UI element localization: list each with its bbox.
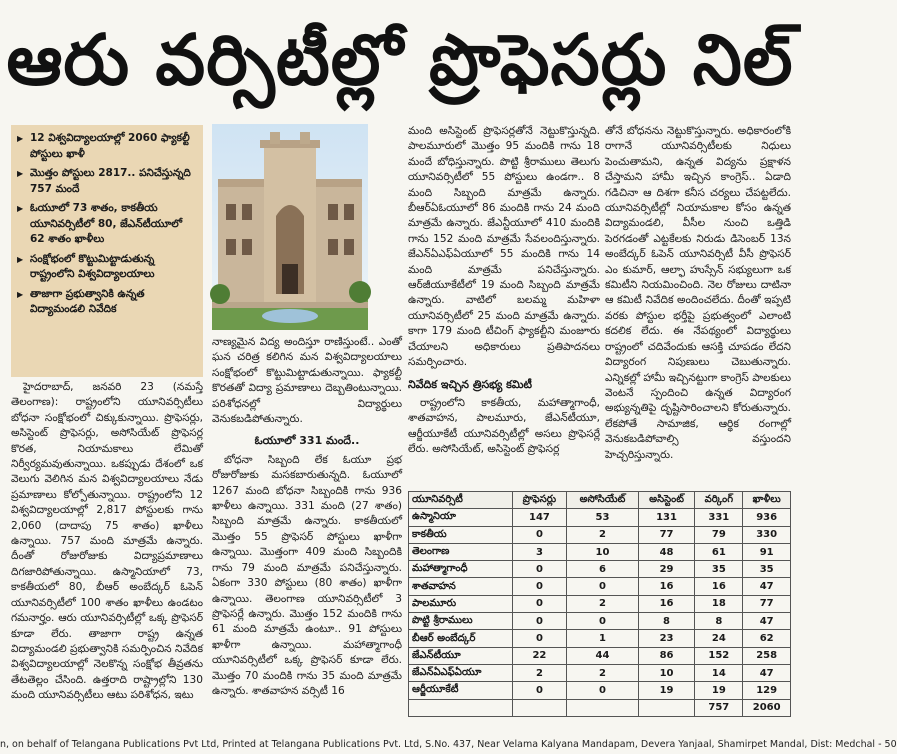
table-header-cell: యూనివర్సిటీ xyxy=(409,492,513,509)
table-cell: 14 xyxy=(695,664,743,681)
table-cell: 77 xyxy=(743,595,791,612)
table-cell: 757 xyxy=(695,699,743,716)
highlight-item: ▶ తాజాగా ప్రభుత్వానికి ఉన్నత విద్యామండలి నివేదిక xyxy=(17,287,197,318)
table-header-cell: అసోసియేట్ xyxy=(567,492,638,509)
table-cell: 10 xyxy=(638,664,695,681)
publisher-footer: n, on behalf of Telangana Publications Pvt Ltd, Printed at Telangana Publications Pvt. Ltd, S.No. 437, Near Velama Kalyana Mandapam, Devera Yanjaal, Shamirpet Mandal, Dist: Medchal - 50 xyxy=(0,739,897,750)
table-cell: 2 xyxy=(567,595,638,612)
table-cell: 24 xyxy=(695,630,743,647)
table-cell: 2 xyxy=(567,664,638,681)
university-building-photo xyxy=(212,124,368,330)
table-cell: ఆర్జీయూకేటీ xyxy=(409,682,513,699)
table-cell: శాతవాహన xyxy=(409,578,513,595)
table-cell: మహాత్మాగాంధీ xyxy=(409,561,513,578)
table-cell: 0 xyxy=(567,613,638,630)
table-cell: 0 xyxy=(512,578,567,595)
table-cell: 61 xyxy=(695,543,743,560)
table-cell: 0 xyxy=(512,561,567,578)
column-4 xyxy=(605,124,791,488)
col2-paragraph-1: నాణ్యమైన విద్య అందిస్తూ రాణిస్తుంటే.. ఎంతో ఘన చరిత్ర కలిగిన మన విశ్వవిద్యాలయాలు సంక్షోభంలో కొట్టుమిట్టాడుతున్నాయి. ఫ్యాకల్టీ కొరతతో విద్యా ప్రమాణాలు దెబ్బతింటున్నాయి. పరిశోధనల్లో విద్యార్థులు వెనుకబడిపోతున్నారు. xyxy=(212,336,402,426)
table-cell: 10 xyxy=(567,543,638,560)
table-cell: తెలంగాణ xyxy=(409,543,513,560)
table-cell: 53 xyxy=(567,509,638,526)
table-cell: 1 xyxy=(567,630,638,647)
table-cell: 0 xyxy=(512,613,567,630)
table-cell: 86 xyxy=(638,647,695,664)
table-cell: 47 xyxy=(743,578,791,595)
table-total-row xyxy=(409,699,791,716)
table-cell: 152 xyxy=(695,647,743,664)
table-cell: 0 xyxy=(567,682,638,699)
table-cell: 0 xyxy=(512,630,567,647)
table-cell: 77 xyxy=(638,526,695,543)
highlight-item: ▶ ఓయూలో 73 శాతం, కాకతీయ యూనివర్సిటీలో 80, జేఎన్‌టీయూలో 62 శాతం ఖాళీలు xyxy=(17,201,197,248)
headline: ఆరు వర్సిటీల్లో ప్రొఫెసర్లు నిల్ xyxy=(6,19,794,101)
table-cell: 23 xyxy=(638,630,695,647)
highlight-item: ▶ సంక్షోభంలో కొట్టుమిట్టాడుతున్న రాష్ట్రంలోని విశ్వవిద్యాలయాలు xyxy=(17,252,197,283)
table-cell: 35 xyxy=(743,561,791,578)
table-header-cell: ప్రొఫెసర్లు xyxy=(512,492,567,509)
table-cell: 258 xyxy=(743,647,791,664)
table-row xyxy=(409,578,791,595)
table-cell xyxy=(567,699,638,716)
table-cell: ఉస్మానియా xyxy=(409,509,513,526)
table-cell: 16 xyxy=(638,578,695,595)
table-row xyxy=(409,682,791,699)
table-cell: జేఎన్ఏఎఫ్‌ఏయూ xyxy=(409,664,513,681)
table-cell xyxy=(512,699,567,716)
table-cell: 0 xyxy=(512,595,567,612)
table-cell: 18 xyxy=(695,595,743,612)
table-cell: 2060 xyxy=(743,699,791,716)
table-cell: 0 xyxy=(512,682,567,699)
committee-subheading: నివేదిక ఇచ్చిన త్రిసభ్య కమిటీ xyxy=(408,377,533,391)
table-row xyxy=(409,595,791,612)
table-row xyxy=(409,543,791,560)
table-cell: 19 xyxy=(695,682,743,699)
table-row xyxy=(409,664,791,681)
table-cell: 35 xyxy=(695,561,743,578)
table-cell: 0 xyxy=(512,526,567,543)
table-header-cell: ఖాళీలు xyxy=(743,492,791,509)
table-cell: 91 xyxy=(743,543,791,560)
table-cell: 936 xyxy=(743,509,791,526)
table-cell: 330 xyxy=(743,526,791,543)
table-header-cell: అసిస్టెంట్ xyxy=(638,492,695,509)
col2-paragraph-2: బోధనా సిబ్బంది లేక ఓయూ ప్రభ రోజురోజుకు మసకబారుతున్నది. ఓయూలో 1267 మంది బోధనా సిబ్బందికి గాను 936 ఖాళీలు ఉన్నాయి. 331 మంది (27 శాతం) సిబ్బంది మాత్రమే ఉన్నారు. కాకతీయలో మొత్తం 55 ప్రొఫెసర్ పోస్టులు ఖాళీగా ఉన్నాయి. మొత్తంగా 409 మంది సిబ్బందికి గాను 79 మంది మాత్రమే పనిచేస్తున్నారు. ఏకంగా 330 పోస్టులు (80 శాతం) ఖాళీగా ఉన్నాయి. తెలంగాణ యూనివర్సిటీలో 3 ప్రొఫెసర్లే ఉన్నారు. మొత్తం 152 మందికి గాను 61 మంది మాత్రమే ఉంటూ.. 91 పోస్టులు ఖాళీగా ఉన్నాయి. మహాత్మాగాంధీ యూనివర్సిటీలో ఒక్క ప్రొఫెసర్ కూడా లేరు. మొత్తం 70 మందికి గాను 35 మంది మాత్రమే ఉన్నారు. శాతవాహన వర్సిటీ 16 xyxy=(212,453,402,697)
table-cell: పొట్టి శ్రీరాములు xyxy=(409,613,513,630)
table-cell: 3 xyxy=(512,543,567,560)
table-header-row xyxy=(409,492,791,509)
col3-paragraph-1: మంది అసిస్టెంట్ ప్రొఫెసర్లతోనే నెట్టుకొస్తున్నది. పాలమూరులో మొత్తం 95 మందికి గాను 18 మందే బోధిస్తున్నారు. పొట్టి శ్రీరాములు తెలుగు యూనివర్సిటీలో 55 పోస్టులు ఉండగా.. 8 మంది సిబ్బంది మాత్రమే ఉన్నారు. బీఆర్‌ఏఓయూలో 86 మందికి గాను 24 మంది మాత్రమే ఉన్నారు. జేఎన్టీయూలో 410 మందికి గాను 152 మంది మాత్రమే సేవలందిస్తున్నారు. జేఎన్ఏఎఫ్‌ఏయూలో 55 మందికి గాను 14 మంది మాత్రమే పనిచేస్తున్నారు. ఆర్‌జీయూకేటీలో 19 మంది సిబ్బంది మాత్రమే ఉన్నారు. వాటిలో బలమ్మ మహిళా యూనివర్సిటీలో 25 మంది మాత్రమే ఉన్నారు. కాగా 179 మంది టీచింగ్ ఫ్యాకల్టీని మంజూరు చేయాలని అధికారులు ప్రతిపాదనలు సమర్పించారు. xyxy=(408,125,600,369)
highlights-box xyxy=(11,125,203,377)
intro-paragraph: హైదరాబాద్, జనవరి 23 (నమస్తే తెలంగాణ): రాష్ట్రంలోని యూనివర్సిటీలు బోధనా సంక్షోభంలో చిక్కుకున్నాయి. ప్రొఫెసర్లు, అసిస్టెంట్ ప్రొఫెసర్లు, అసోసియేట్ ప్రొఫెసర్ల కొరత, నియామకాలు లేమితో నిర్వీర్యమవుతున్నాయి. ఒకప్పుడు దేశంలో ఒక వెలుగు వెలిగిన మన విశ్వవిద్యాలయాలు నేడు ప్రమాణాలు కోల్పోతున్నాయి. రాష్ట్రంలోని 12 విశ్వవిద్యాలయాల్లో 2,817 పోస్టులకు గాను 2,060 (దాదాపు 75 శాతం) ఖాళీలు ఉన్నాయి. 757 మంది మాత్రమే ఉన్నారు. దీంతో రోజురోజుకు విద్యాప్రమాణాలు దిగజారిపోతున్నాయి. ఉస్మానియాలో 73, కాకతీయలో 80, బీఆర్ అంబేద్కర్ ఓపెన్ యూనివర్సిటీలో 100 శాతం ఖాళీలు ఉండటం గమనార్హం. ఆరు యూనివర్సిటీల్లో ఒక్క ప్రొఫెసర్ కూడా లేరు. తాజాగా రాష్ట్ర ఉన్నత విద్యామండలి ప్రభుత్వానికి సమర్పించిన నివేదిక విశ్వవిద్యాలయాల్లో నెలకొన్న సంక్షోభ తీవ్రతను తేటతెల్లం చేసింది. ఉత్తరాది రాష్ట్రాల్లోని 130 మంది యూనివర్సిటీలు ఆటు పరిశోధన, ఇటు xyxy=(11,381,203,702)
table-cell: 8 xyxy=(695,613,743,630)
table-cell: 16 xyxy=(638,595,695,612)
column-1 xyxy=(11,380,203,732)
col3-paragraph-2: రాష్ట్రంలోని కాకతీయ, మహాత్మాగాంధీ, శాతవాహన, పాలమూరు, జేఎన్‌టీయూ, ఆర్జీయూకేటీ యూనివర్సిటీల్లో అసలు ప్రొఫెసర్లే లేరు. అసోసియేట్, అసిస్టెంట్ ప్రొఫెసర్ల xyxy=(408,396,600,456)
table-header-cell: వర్కింగ్ xyxy=(695,492,743,509)
table-cell: జేఎన్‌టీయూ xyxy=(409,647,513,664)
table-cell: 0 xyxy=(567,578,638,595)
table-cell: 129 xyxy=(743,682,791,699)
university-vacancy-table xyxy=(408,491,791,717)
table-cell: 62 xyxy=(743,630,791,647)
table-body xyxy=(409,509,791,717)
table-cell: 47 xyxy=(743,613,791,630)
table-cell: 147 xyxy=(512,509,567,526)
column-2 xyxy=(212,335,402,732)
highlight-item: ▶ మొత్తం పోస్టులు 2817.. పనిచేస్తున్నది 757 మందే xyxy=(17,166,197,197)
table-cell: 19 xyxy=(638,682,695,699)
table-cell: 2 xyxy=(567,526,638,543)
table-cell: 331 xyxy=(695,509,743,526)
table-row xyxy=(409,509,791,526)
table-row xyxy=(409,561,791,578)
table-cell: 22 xyxy=(512,647,567,664)
table-cell: 79 xyxy=(695,526,743,543)
highlight-item: ▶ 12 విశ్వవిద్యాలయాల్లో 2060 ఫ్యాకల్టీ పోస్టులు ఖాళీ xyxy=(17,131,197,162)
table-cell xyxy=(638,699,695,716)
table-row xyxy=(409,630,791,647)
highlights-list xyxy=(17,131,197,318)
table-cell: 16 xyxy=(695,578,743,595)
table-row xyxy=(409,647,791,664)
table-cell: కాకతీయ xyxy=(409,526,513,543)
table-row xyxy=(409,526,791,543)
table-cell: 29 xyxy=(638,561,695,578)
table-row xyxy=(409,613,791,630)
col4-paragraph-1: తోనే బోధనను నెట్టుకొస్తున్నారు. అధికారంలోకి రాగానే యూనివర్సిటీలకు నిధులు పెంచుతామని, ఉన్నత విద్యను ప్రక్షాళన చేస్తామని హామీ ఇచ్చిన కాంగ్రెస్.. ఏడాది గడిచినా ఆ దిశగా కనీస చర్యలు చేపట్టలేదు. యూనివర్సిటీల్లో నియామకాల కోసం ఉన్నత విద్యామండలి, వీసీల నుంచి ఒత్తిడి పెరగడంతో ఎట్టకేలకు నిరుడు డిసెంబర్ 13న అంబేద్కర్ ఓపెన్ యూనివర్సిటీ వీసీ ప్రొఫెసర్ ఎం కుమార్, ఆల్ఫా హుస్సేన్ సభ్యులుగా ఒక కమిటీని నియమించింది. నెల రోజులు దాటినా ఆ కమిటీ నివేదిక అందించలేదు. దీంతో ఇప్పటి వరకు పోస్టుల భర్తీపై ప్రభుత్వంలో ఎలాంటి కదలిక లేదు. ఈ నేపథ్యంలో విద్యార్థులు రాష్ట్రంలో చదివేందుకు ఆసక్తి చూపడం లేదని విద్యారంగ నిపుణులు చెబుతున్నారు. ఎన్నికల్లో హామీ ఇచ్చినట్టుగా కాంగ్రెస్ పాలకులు వెంటనే స్పందించి ఉన్నత విద్యారంగ అభ్యున్నతిపై దృష్టిసారించాలని కోరుతున్నారు. లేకపోతే సామాజిక, ఆర్థిక రంగాల్లో వెనుకబడిపోవాల్సి వస్తుందని హెచ్చరిస్తున్నారు. xyxy=(605,125,791,461)
table-cell: పాలమూరు xyxy=(409,595,513,612)
table-cell: 48 xyxy=(638,543,695,560)
osmania-subheading: ఓయూలో 331 మందే.. xyxy=(254,434,360,448)
table-cell: 8 xyxy=(638,613,695,630)
table-cell: 2 xyxy=(512,664,567,681)
table-cell xyxy=(409,699,513,716)
table-cell: 6 xyxy=(567,561,638,578)
table-cell: బీఆర్ అంబేద్కర్ xyxy=(409,630,513,647)
table-cell: 47 xyxy=(743,664,791,681)
column-3 xyxy=(408,124,600,488)
table-cell: 131 xyxy=(638,509,695,526)
table-cell: 44 xyxy=(567,647,638,664)
